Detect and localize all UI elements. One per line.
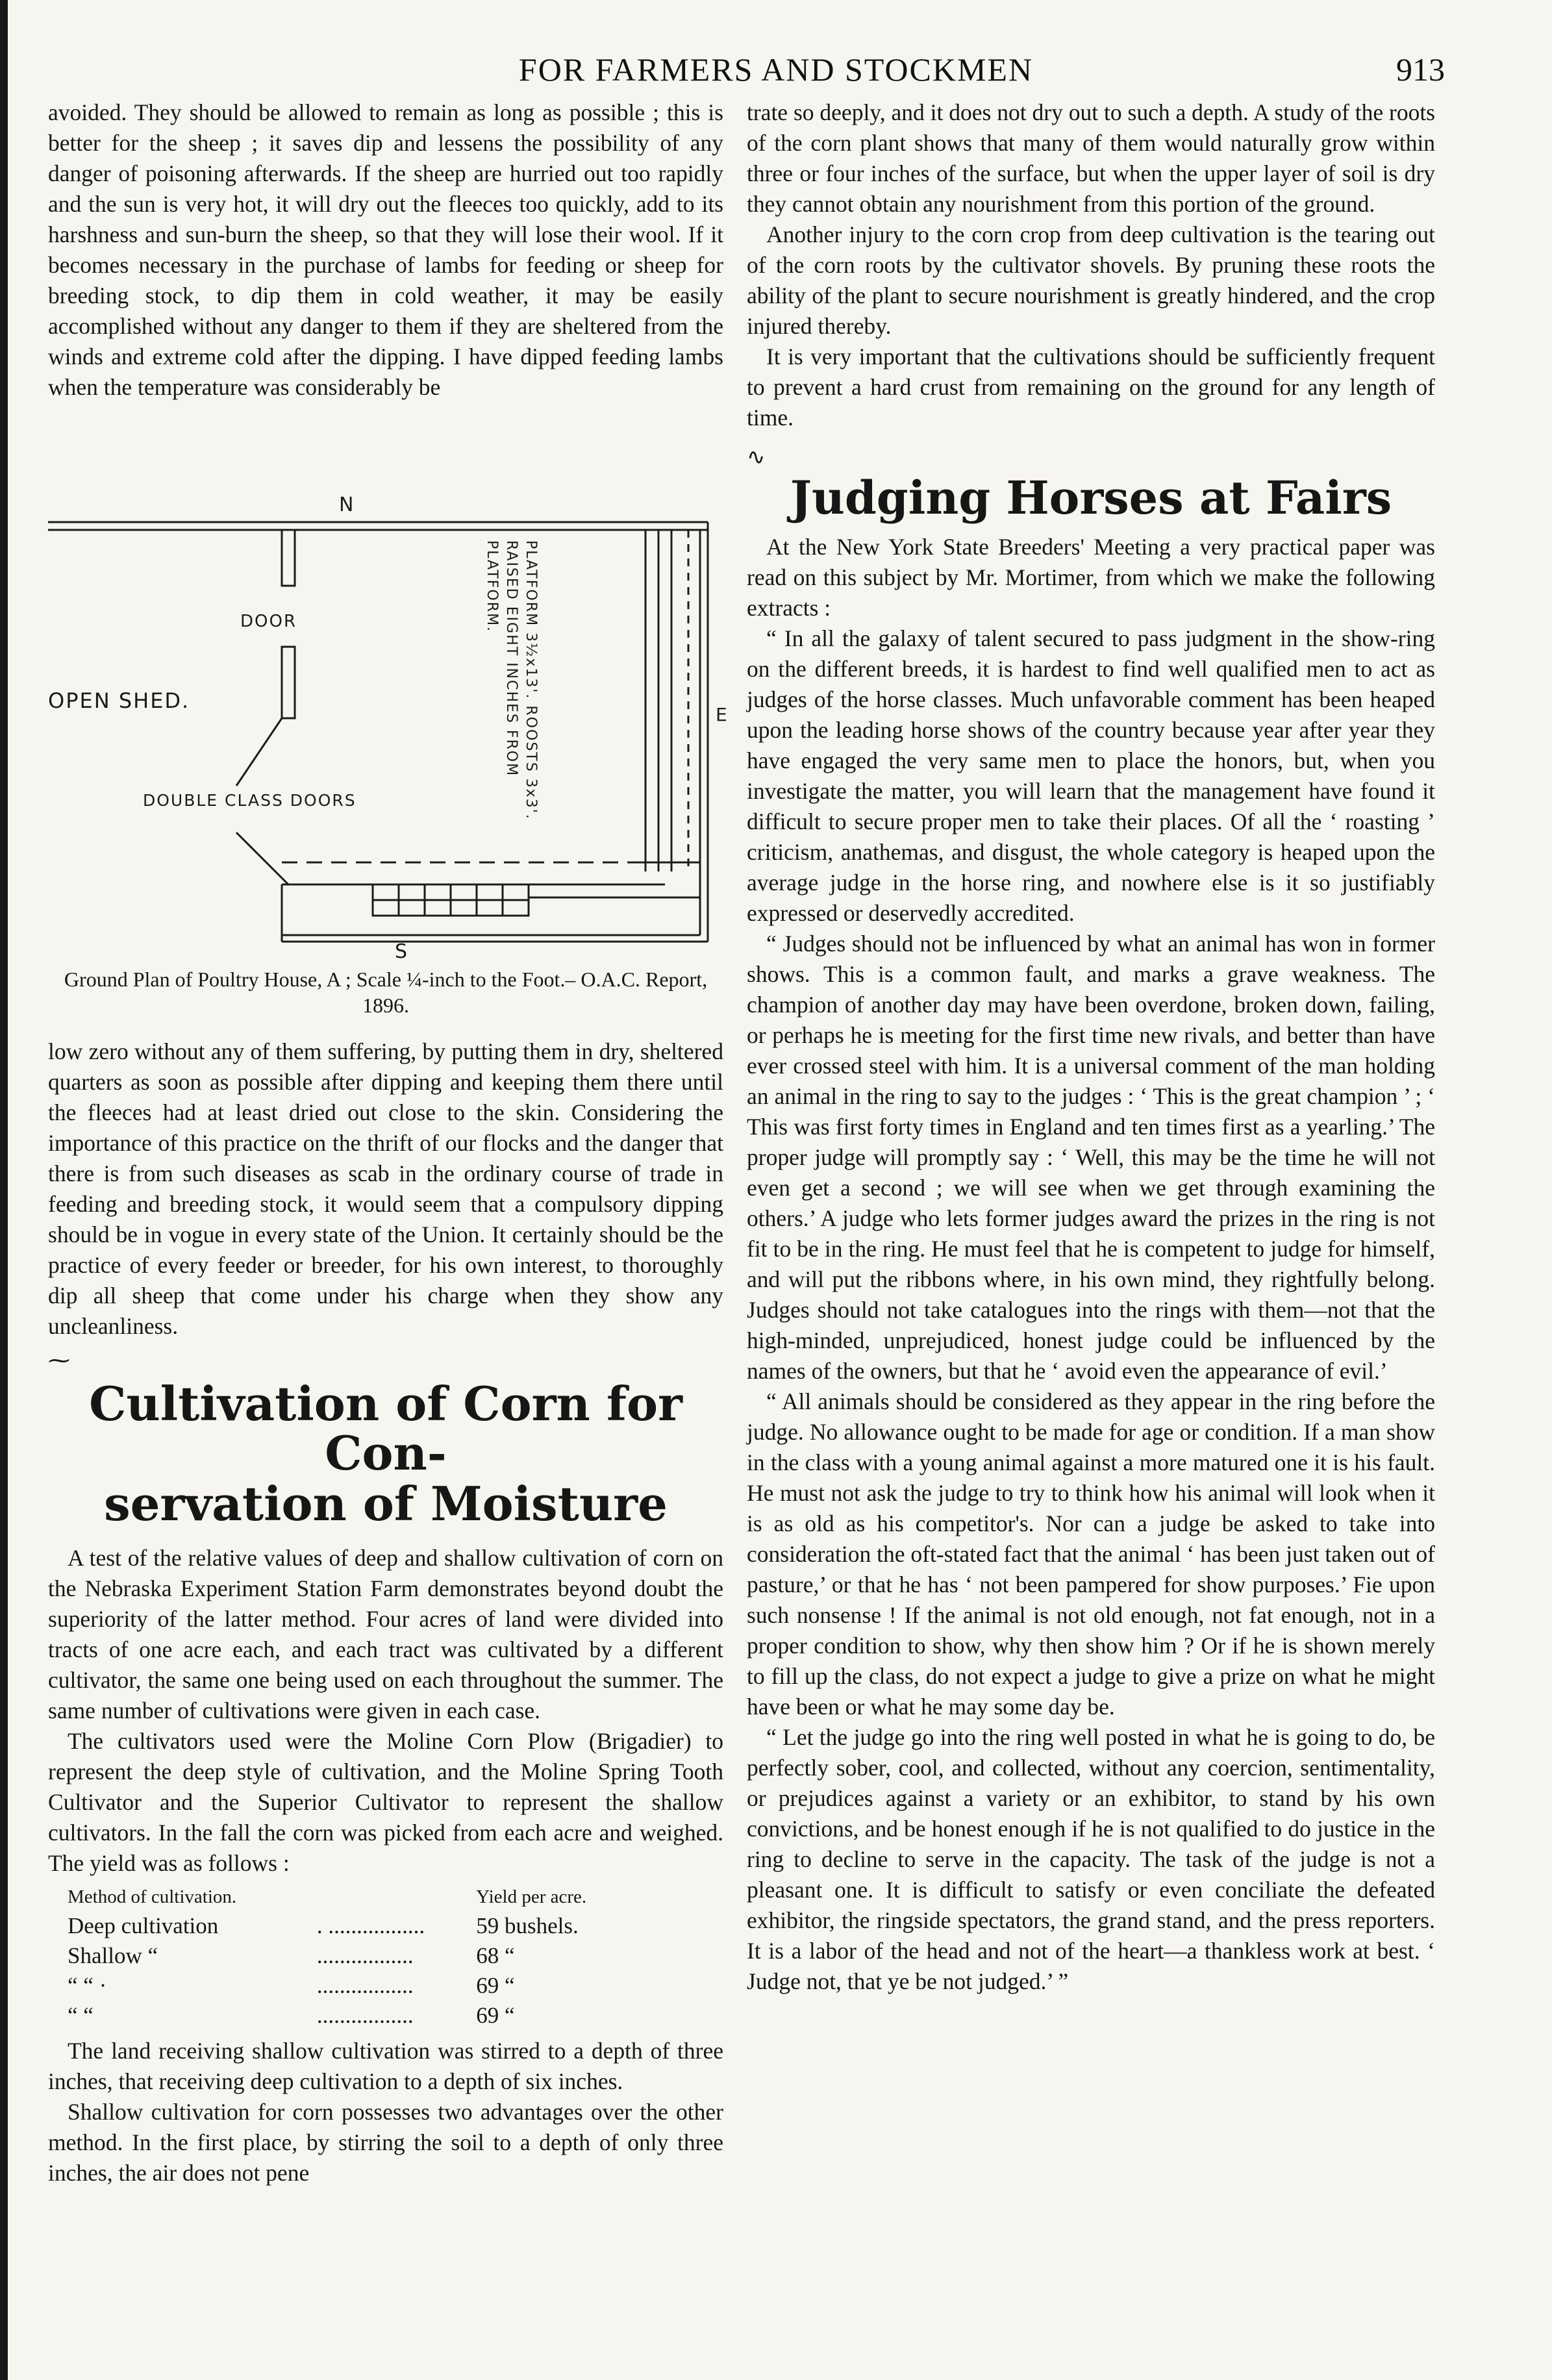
corn-crust-paragraph: It is very important that the cultivations should be sufficiently frequent to prevent a hard crust from remaining on the ground for any length of time. xyxy=(747,344,1435,431)
table-row: Shallow “ ................. 68 “ xyxy=(68,1943,515,1968)
sheep-dipping-paragraph: avoided. They should be allowed to remain as long as possible ; this is better for the sheep ; it saves dip and lessens the possibility of any danger of poisoning afterwards. If the sheep are hurried out too rapidly and the sun is very hot, it will dry out the fleeces too quickly, add to its harshness and sun-burn the sheep, so that they will lose their wool. If it becomes necessary in the purchase of lambs for feeding or sheep for breeding stock, to dip them in cold weather, it may be easily accomplished without any danger to them if they are sheltered from the winds and extreme cold after the dipping. I have dipped feeding lambs when the temperature was considerably be xyxy=(48,99,723,400)
table-header-yield: Yield per acre. xyxy=(476,1886,587,1907)
right-column xyxy=(747,97,1435,1997)
sheep-dipping-continued: low zero without any of them suffering, by putting them in dry, sheltered quarters as soon as possible after dipping and keeping them there until the fleeces had at least dried out close to the skin. Considering the importance of this practice on the thrift of our flocks and the danger that there is from such diseases as scab in the ordinary course of trade in feeding and breeding stock, it would seem that a compulsory dipping should be in vogue in every state of the Union. It certainly should be the practice of every feeder or breeder, for his own interest, to thoroughly dip all sheep that come under his charge when they show any uncleanliness. xyxy=(48,1038,723,1339)
door-swing-upper xyxy=(236,718,282,786)
open-shed-label: OPEN SHED. xyxy=(48,688,190,713)
corn-paragraph-3: The land receiving shallow cultivation was stirred to a depth of three inches, that receiving deep cultivation to a depth of six inches. xyxy=(48,2038,723,2094)
floor-plan-drawing xyxy=(48,482,723,1014)
corn-paragraph-2: The cultivators used were the Moline Corn Plow (Brigadier) to represent the deep style of cultivation, and the Moline Spring Tooth Cultivator and the Superior Cultivator to represent the shallow cultivators. In the fall the corn was picked from each acre and weighed. The yield was as follows : xyxy=(48,1728,723,1876)
page-number: 913 xyxy=(1396,51,1445,88)
door-label: DOOR xyxy=(240,612,297,631)
table-row: Deep cultivation . ................. 59 bushels. xyxy=(68,1913,579,1938)
section-ornament-corn: ⁓ xyxy=(48,1349,70,1373)
left-column-top xyxy=(48,97,723,403)
horses-paragraph-5: “ Let the judge go into the ring well posted in what he is going to do, be perfectly sober, cool, and collected, without any coercion, sentimentality, or prejudices against a variety or an exhibitor, to stand by his own convictions, and be honest enough if he is not qualified to do justice in the ring to decline to serve in the capacity. The task of the judge is not a pleasant one. It is difficult to satisfy or even conciliate the defeated exhibitor, the ringside spectators, the grand stand, and the press reporters. It is a labor of the head and not of the heart—a thankless work at best. ‘ Judge not, that ye be not judged.’ ” xyxy=(747,1724,1435,1994)
compass-east: E xyxy=(716,704,727,725)
horses-paragraph-2: “ In all the galaxy of talent secured to pass judgment in the show-ring on the different breeds, it is hardest to find well qualified men to act as judges of the horse classes. Much unfavorable comment has been heaped upon the leading horse shows of the country because year after year they have engaged the very same men to place the honors, but, when you investigate the matter, you will learn that the management have found it difficult to secure proper men to take their places. Of all the ‘ roasting ’ criticism, anathemas, and disgust, the whole category is heaped upon the average judge in the horse ring, and nowhere else is it so justifiably expressed or deservedly accredited. xyxy=(747,625,1435,926)
running-head: FOR FARMERS AND STOCKMEN xyxy=(518,51,1034,88)
figure-caption: Ground Plan of Poultry House, A ; Scale ¼-inch to the Foot.– O.A.C. Report, 1896. xyxy=(64,968,708,1017)
door-swing-lower xyxy=(236,833,288,884)
compass-north: N xyxy=(339,494,354,516)
corn-paragraph-4: Shallow cultivation for corn possesses two advantages over the other method. In the first place, by stirring the soil to a depth of only three inches, the air does not pene xyxy=(48,2099,723,2186)
corn-headline-line-2: servation of Moisture xyxy=(104,1476,668,1531)
corn-roots-paragraph: Another injury to the corn crop from deep cultivation is the tearing out of the corn roots by the cultivator shovels. By pruning these roots the ability of the plant to secure nourishment is greatly hindered, and the crop injured thereby. xyxy=(747,221,1435,339)
section-ornament-horses: ∿ xyxy=(747,445,766,470)
horses-headline: Judging Horses at Fairs xyxy=(790,471,1392,525)
door-post-middle xyxy=(282,647,295,718)
horses-paragraph-1: At the New York State Breeders' Meeting a very practical paper was read on this subject by Mr. Mortimer, from which we make the following extracts : xyxy=(747,534,1435,621)
table-header-method: Method of cultivation. xyxy=(68,1886,237,1907)
left-column-bottom xyxy=(48,1036,723,2188)
poultry-house-ground-plan xyxy=(48,482,727,1014)
door-post-north xyxy=(282,530,295,586)
table-row: “ “ · ................. 69 “ xyxy=(68,1973,515,1998)
corn-continued-paragraph: trate so deeply, and it does not dry out to such a depth. A study of the roots of the corn plant shows that many of them would naturally grow within three or four inches of the surface, but when the upper layer of soil is dry they cannot obtain any nourishment from this portion of the ground. xyxy=(747,99,1435,217)
horses-paragraph-3: “ Judges should not be influenced by what an animal has won in former shows. This is a common fault, and marks a grave weakness. The champion of another day may have been overdone, broken down, failing, or perhaps he is meeting for the first time new rivals, and better than have ever crossed steel with him. It is a universal comment of the man holding an animal in the ring to say to the judges : ‘ This is the great champion ’ ; ‘ This was first forty times in England and ten times first as a yearling.’ The proper judge will promptly say : ‘ Well, this may be the time he will not even get a second ; we will see when we get through examining the others.’ A judge who lets former judges award the prizes in the ring is not fit to be in the ring. He must feel that he is competent to judge for himself, and will put the ribbons where, in his own mind, they rightfully belong. Judges should not take catalogues into the rings with them—not that the high-minded, unprejudiced, honest judge could be influenced by the names of the owners, but that he ‘ avoid even the appearance of evil.’ xyxy=(747,931,1435,1384)
table-row: “ “ ................. 69 “ xyxy=(68,2003,515,2028)
double-class-doors-label: DOUBLE CLASS DOORS xyxy=(143,791,357,810)
horses-paragraph-4: “ All animals should be considered as they appear in the ring before the judge. No allowance ought to be made for age or condition. If a man show in the class with a young animal against a more matured one it is his fault. He must not ask the judge to try to think how his animal will look when it is as old as his competitor's. Nor can a judge be asked to take into consideration the oft-stated fact that the animal ‘ has been just taken out of pasture,’ or that he has ‘ not been pampered for show purposes.’ Fie upon such nonsense ! If the animal is not old enough, not fat enough, not in a proper condition to show, why then show him ? Or if he is shown merely to fill up the class, do not expect a judge to give a prize on what he might have been or what he may some day be. xyxy=(747,1388,1435,1720)
page-edge-shadow xyxy=(0,0,8,2380)
yield-table xyxy=(68,1883,639,2031)
corn-paragraph-1: A test of the relative values of deep and shallow cultivation of corn on the Nebraska Experiment Station Farm demonstrates beyond doubt the superiority of the latter method. Four acres of land were divided into tracts of one acre each, and each tract was cultivated by a different cultivator, the same one being used on each throughout the summer. The same number of cultivations were given in each case. xyxy=(48,1545,723,1723)
compass-south: S xyxy=(395,940,408,963)
platform-roost-note: PLATFORM 3½x13'. ROOSTS 3x3'. RAISED EIGHT INCHES FROM PLATFORM. xyxy=(484,540,539,820)
corn-headline-line-1: Cultivation of Corn for Con- xyxy=(89,1376,682,1481)
